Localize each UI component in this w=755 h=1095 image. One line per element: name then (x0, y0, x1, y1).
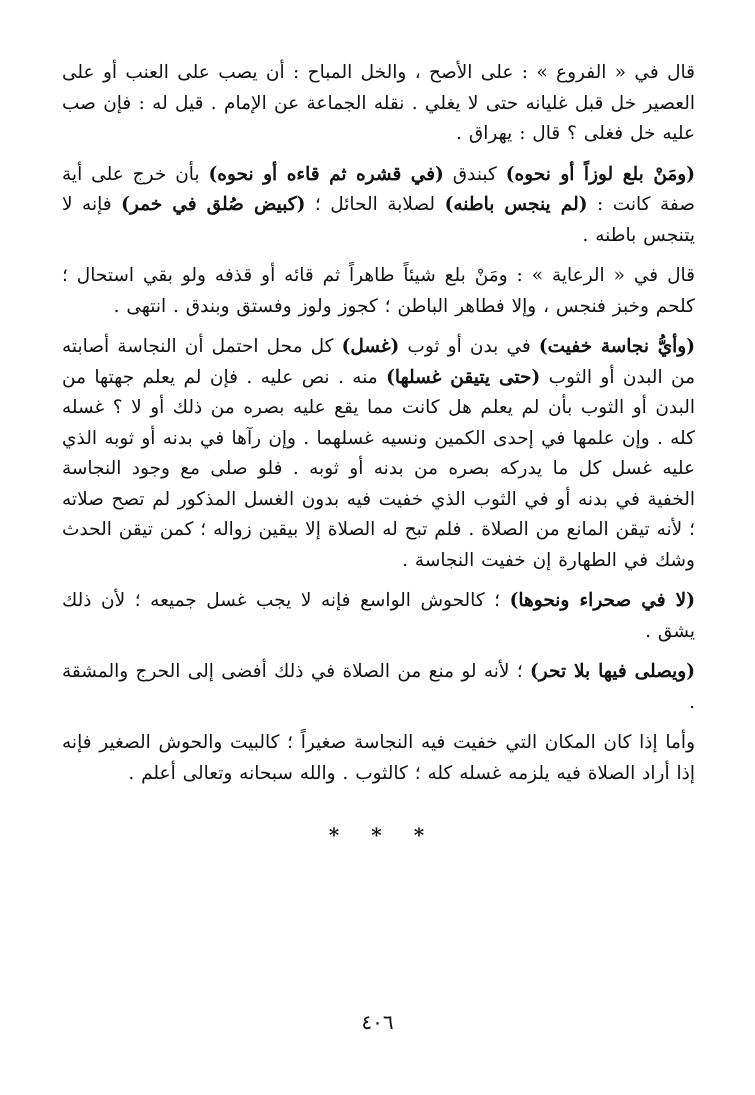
commentary-segment: قال في « الرعاية » : ومَنْ بلع شيئاً طاهراً ثم قائه أو قذفه ولو بقي استحال ؛ كلحم وخبز فنجس ، وإلا فطاهر الباطن ؛ كجوز ولوز وفستق وبندق . انتهى . (62, 265, 695, 317)
commentary-segment: منه . نص عليه . فإن لم يعلم جهتها من البدن أو الثوب بأن لم يعلم هل كانت مما يقع عليه بصره من ذلك أو لا ؟ غسله كله . وإن علمها في إحدى الكمين ونسيه غسلهما . وإن رآها في بدنه أو ثوبه الذي عليه غسل كل ما يدركه بصره من بدنه أو ثوبه . فلو صلى مع وجود النجاسة الخفية في بدنه أو في الثوب الذي خفيت فيه بدون الغسل المذكور لم تصح صلاته ؛ لأنه تيقن المانع من الصلاة . فلم تبح له الصلاة إلا بيقين زواله ؛ كمن تيقن الحدث وشك في الطهارة إن خفيت النجاسة . (62, 366, 695, 571)
paragraph (62, 160, 695, 252)
commentary-segment: ؛ لأنه لو منع من الصلاة في ذلك أفضى إلى الحرج والمشقة . (62, 661, 695, 713)
text-body (62, 58, 695, 789)
bold-matn-segment: (كبيض صُلق في خمر) (121, 194, 306, 215)
bold-matn-segment: (لم ينجس باطنه) (444, 194, 588, 215)
commentary-segment: كل محل احتمل أن النجاسة أصابته من البدن أو الثوب (62, 336, 695, 388)
commentary-segment: لصلابة الحائل ؛ (305, 194, 445, 215)
bold-matn-segment: (غسل) (341, 336, 400, 357)
bold-matn-segment: (ومَنْ بلع لوزاً أو نحوه) (505, 163, 695, 185)
bold-matn-segment: (وأيُّ نجاسة خفيت) (538, 336, 695, 357)
paragraph (62, 332, 695, 576)
commentary-segment: فإنه لا يتنجس باطنه . (62, 194, 695, 246)
section-ornament (62, 823, 695, 847)
paragraph (62, 657, 695, 718)
ornament-star: * (328, 823, 344, 847)
bold-matn-segment: (في قشره ثم قاءه أو نحوه) (208, 163, 444, 185)
commentary-segment: كبندق (443, 163, 506, 185)
paragraph (62, 58, 695, 150)
bold-matn-segment: (حتى يتيقن غسلها) (386, 366, 541, 388)
commentary-segment: بأن خرج على أية صفة كانت : (62, 163, 695, 215)
commentary-segment: وأما إذا كان المكان التي خفيت فيه النجاسة صغيراً ؛ كالبيت والحوش الصغير فإنه إذا أراد الصلاة فيه يلزمه غسله كله ؛ كالثوب . والله سبحانه وتعالى أعلم . (62, 732, 695, 784)
commentary-segment: في بدن أو ثوب (399, 336, 539, 357)
bold-matn-segment: (لا في صحراء ونحوها) (509, 590, 695, 611)
ornament-star: * (413, 823, 429, 847)
paragraph (62, 586, 695, 647)
ornament-star: * (371, 823, 386, 847)
page-number: ٤٠٦ (361, 1010, 394, 1034)
bold-matn-segment: (ويصلى فيها بلا تحر) (530, 661, 695, 682)
paragraph (62, 728, 695, 789)
commentary-segment: قال في « الفروع » : على الأصح ، والخل المباح : أن يصب على العنب أو على العصير خل قبل غليانه حتى لا يغلي . نقله الجماعة عن الإمام . قيل له : فإن صب عليه خل فغلى ؟ قال : يهراق . (62, 62, 695, 144)
paragraph (62, 261, 695, 322)
commentary-segment: ؛ كالحوش الواسع فإنه لا يجب غسل جميعه ؛ لأن ذلك يشق . (62, 590, 695, 642)
